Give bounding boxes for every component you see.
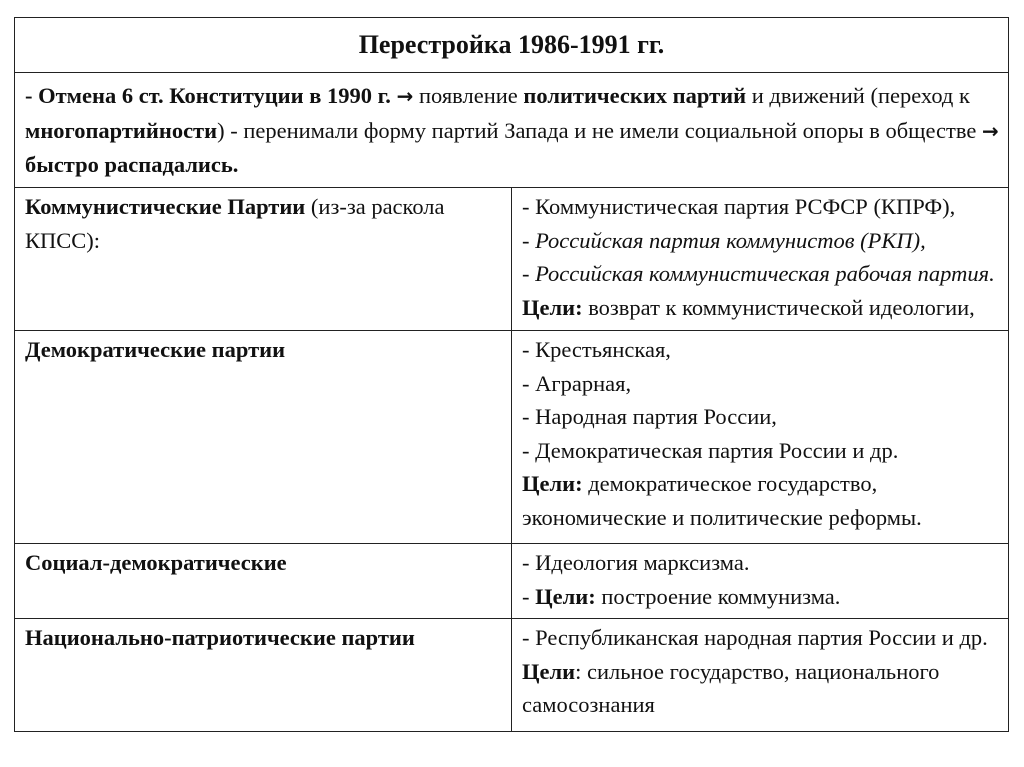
goals-text: построение коммунизма. (595, 583, 841, 609)
goals-prefix: - (522, 583, 536, 609)
list-item: - Российская партия коммунистов (РКП), (522, 227, 926, 253)
list-item: - Российская коммунистическая рабочая партия. (522, 261, 995, 286)
list-item: - Демократическая партия России и др. (522, 437, 899, 463)
intro-text-7: быстро распадались. (25, 152, 239, 177)
perestroika-table (14, 17, 1009, 732)
goals-text: демократическое государство, экономические и политические реформы. (522, 471, 922, 530)
goals-text: возврат к коммунистической идеологии, (582, 294, 975, 320)
intro-text-5: многопартийности (25, 117, 218, 143)
category-name: Коммунистические Партии (25, 194, 306, 219)
intro-text-4: и движений (переход к (746, 83, 970, 108)
category-name: Национально-патриотические партии (25, 625, 415, 650)
category-name: Демократические партии (25, 337, 286, 362)
arrow-right-icon: → (981, 118, 999, 143)
arrow-right-icon: → (396, 84, 414, 108)
list-item: - Крестьянская, (522, 337, 671, 362)
description-cell (512, 619, 1009, 732)
category-name: Социал-демократические (25, 550, 287, 575)
category-cell (15, 331, 512, 544)
goals-label: Цели (522, 658, 576, 684)
category-cell (15, 544, 512, 619)
intro-row (15, 73, 1009, 188)
table-row (15, 331, 1009, 544)
intro-text-6: ) - перенимали форму партий Запада и не имели социальной опоры в обществе (217, 117, 982, 143)
intro-text-3: политических партий (523, 83, 747, 108)
description-cell (512, 544, 1009, 619)
table-row (15, 188, 1009, 331)
goals-label: Цели: (535, 583, 596, 609)
category-cell (15, 188, 512, 331)
table-title: Перестройка 1986-1991 гг. (15, 18, 1009, 73)
goals-line (522, 471, 922, 530)
goals-text: : сильное государство, национального самосознания (522, 658, 940, 717)
title-row (15, 18, 1009, 73)
goals-line (522, 291, 998, 325)
description-cell (512, 331, 1009, 544)
goals-label: Цели: (522, 294, 583, 320)
list-item: - Республиканская народная партия России и др. (522, 625, 988, 650)
table-row (15, 544, 1009, 619)
category-note: (из-за раскола КПСС): (25, 194, 445, 253)
list-item: - Аграрная, (522, 370, 632, 396)
intro-text-2: появление (413, 83, 524, 108)
description-cell (512, 188, 1009, 331)
table-row (15, 619, 1009, 732)
intro-cell (15, 73, 1009, 188)
category-cell (15, 619, 512, 732)
list-item: - Коммунистическая партия РСФСР (КПРФ), (522, 194, 956, 219)
goals-line (522, 580, 998, 614)
goals-label: Цели: (522, 471, 583, 496)
list-item: - Народная партия России, (522, 404, 777, 429)
intro-text-1: - Отмена 6 ст. Конституции в 1990 г. (25, 83, 391, 108)
list-item: - Идеология марксизма. (522, 550, 750, 575)
goals-line (522, 659, 939, 718)
